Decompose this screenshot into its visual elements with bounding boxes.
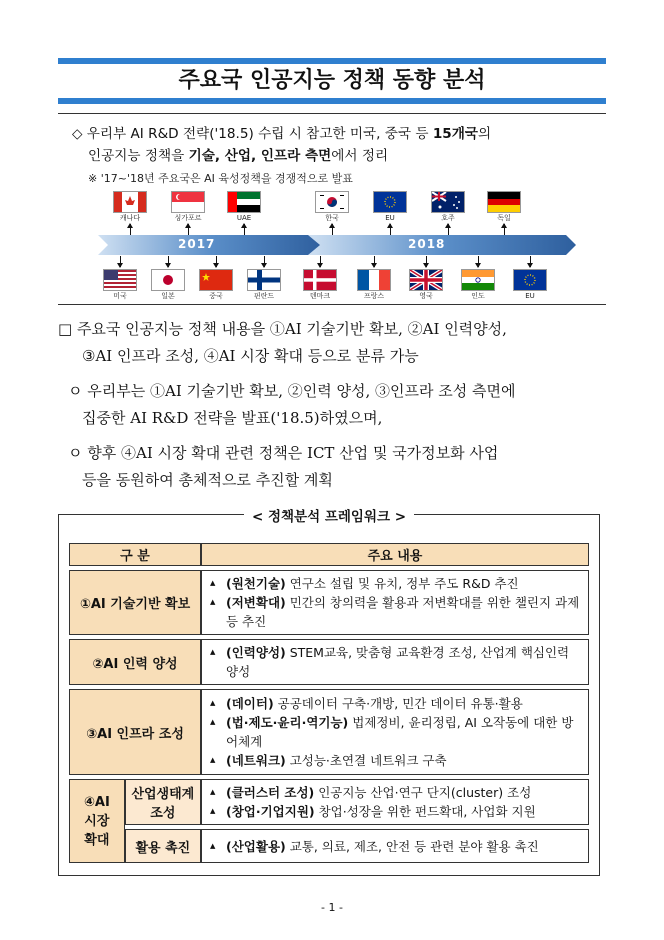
arrow-down bbox=[374, 256, 375, 267]
subcategory-utilization: 활용 촉진 bbox=[125, 829, 201, 863]
table-header-row bbox=[69, 543, 589, 566]
table-row bbox=[69, 639, 589, 685]
header-content: 주요 내용 bbox=[201, 543, 589, 566]
china-flag-icon bbox=[199, 269, 233, 291]
timeline-bar bbox=[98, 235, 576, 255]
flag-germany: 독일 bbox=[478, 191, 530, 223]
japan-flag-icon bbox=[151, 269, 185, 291]
eu-flag-icon bbox=[513, 269, 547, 291]
arrow-down bbox=[216, 256, 217, 267]
title-band bbox=[58, 58, 606, 104]
title-bottom-rule bbox=[58, 98, 606, 104]
flag-uk: 영국 bbox=[400, 269, 452, 301]
list-item: ▲ (법·제도·윤리·역기능) 법제정비, 윤리정립, AI 오작동에 대한 방어체계 bbox=[208, 713, 582, 751]
flag-australia: 호주 bbox=[422, 191, 474, 223]
germany-flag-icon bbox=[487, 191, 521, 213]
france-flag-icon bbox=[357, 269, 391, 291]
body-line-4: 집중한 AI R&D 전략을 발표('18.5)하였으며, bbox=[82, 409, 383, 427]
body-line-1: □ 주요국 인공지능 정책 내용을 ①AI 기술기반 확보, ②AI 인력양성, bbox=[58, 320, 507, 338]
arrow-up bbox=[390, 224, 391, 235]
table-row bbox=[69, 779, 589, 825]
framework-table bbox=[69, 539, 589, 867]
framework-box bbox=[58, 509, 600, 876]
uae-flag-icon bbox=[227, 191, 261, 213]
flag-france: 프랑스 bbox=[348, 269, 400, 301]
table-row bbox=[69, 829, 589, 863]
arrow-up bbox=[504, 224, 505, 235]
flag-korea: 한국 bbox=[306, 191, 358, 223]
arrow-down bbox=[320, 256, 321, 267]
flag-india: 인도 bbox=[452, 269, 504, 301]
page-number: - 1 - bbox=[321, 901, 343, 914]
flag-finland: 핀란드 bbox=[238, 269, 290, 301]
list-item: ▲ (창업·기업지원) 창업·성장을 위한 펀드확대, 사업화 지원 bbox=[208, 802, 582, 821]
list-item: ▲ (산업활용) 교통, 의료, 제조, 안전 등 관련 분야 활용 촉진 bbox=[208, 837, 582, 856]
summary-box bbox=[58, 113, 606, 305]
flag-eu-bottom: EU bbox=[504, 269, 556, 301]
framework-title: < 정책분석 프레임워크 > bbox=[59, 505, 599, 525]
category-infra: ③AI 인프라 조성 bbox=[69, 689, 201, 775]
list-item: ▲ (인력양성) STEM교육, 맞춤형 교육환경 조성, 산업계 핵심인력 양성 bbox=[208, 643, 582, 681]
singapore-flag-icon bbox=[171, 191, 205, 213]
arrow-up bbox=[130, 224, 131, 235]
summary-line-2: 인공지능 정책을 기술, 산업, 인프라 측면에서 정리 bbox=[88, 148, 389, 164]
arrow-down bbox=[120, 256, 121, 267]
page-title: 주요국 인공지능 정책 동향 분석 bbox=[178, 68, 486, 93]
canada-flag-icon bbox=[113, 191, 147, 213]
category-market: ④AI 시장 확대 bbox=[69, 779, 125, 863]
list-item: ▲ (저변확대) 민간의 창의력을 활용과 저변확대를 위한 챌린지 과제 등 추진 bbox=[208, 593, 582, 631]
arrow-up bbox=[332, 224, 333, 235]
body-line-2: ③AI 인프라 조성, ④AI 시장 확대 등으로 분류 가능 bbox=[82, 347, 419, 365]
body-line-6: 등을 동원하여 총체적으로 추진할 계획 bbox=[82, 471, 333, 489]
summary-line-1: ◇ 우리부 AI R&D 전략('18.5) 수립 시 참고한 미국, 중국 등 15개국의 bbox=[72, 126, 492, 142]
summary-note: ※ '17~'18년 주요국은 AI 육성정책을 경쟁적으로 발표 bbox=[88, 172, 353, 185]
flag-usa: 미국 bbox=[94, 269, 146, 301]
usa-flag-icon bbox=[103, 269, 137, 291]
body-line-5: ㅇ 향후 ④AI 시장 확대 관련 정책은 ICT 산업 및 국가정보화 사업 bbox=[68, 444, 499, 462]
table-row bbox=[69, 570, 589, 635]
india-flag-icon bbox=[461, 269, 495, 291]
denmark-flag-icon bbox=[303, 269, 337, 291]
category-talent: ②AI 인력 양성 bbox=[69, 639, 201, 685]
flag-denmark: 덴마크 bbox=[294, 269, 346, 301]
year-2017: 2017 bbox=[178, 237, 216, 251]
flag-canada: 캐나다 bbox=[104, 191, 156, 223]
table-row bbox=[69, 689, 589, 775]
arrow-down bbox=[426, 256, 427, 267]
arrow-down bbox=[168, 256, 169, 267]
list-item: ▲ (네트워크) 고성능·초연결 네트워크 구축 bbox=[208, 751, 582, 770]
list-item: ▲ (원천기술) 연구소 설립 및 유치, 정부 주도 R&D 추진 bbox=[208, 574, 582, 593]
arrow-up bbox=[448, 224, 449, 235]
arrow-up bbox=[244, 224, 245, 235]
uk-flag-icon bbox=[409, 269, 443, 291]
flag-singapore: 싱가포르 bbox=[162, 191, 214, 223]
korea-flag-icon bbox=[315, 191, 349, 213]
flag-eu-top: EU bbox=[364, 191, 416, 223]
arrow-down bbox=[264, 256, 265, 267]
finland-flag-icon bbox=[247, 269, 281, 291]
subcategory-ecosystem: 산업생태계 조성 bbox=[125, 779, 201, 825]
header-category: 구 분 bbox=[69, 543, 201, 566]
content-infra bbox=[201, 689, 589, 775]
arrow-down bbox=[478, 256, 479, 267]
list-item: ▲ (클러스터 조성) 인공지능 산업·연구 단지(cluster) 조성 bbox=[208, 783, 582, 802]
arrow-up bbox=[188, 224, 189, 235]
content-tech-base bbox=[201, 570, 589, 635]
body-line-3: ㅇ 우리부는 ①AI 기술기반 확보, ②인력 양성, ③인프라 조성 측면에 bbox=[68, 382, 516, 400]
flag-uae: UAE bbox=[218, 191, 270, 223]
flag-china: 중국 bbox=[190, 269, 242, 301]
content-ecosystem bbox=[201, 779, 589, 825]
flag-japan: 일본 bbox=[142, 269, 194, 301]
eu-flag-icon bbox=[373, 191, 407, 213]
year-2018: 2018 bbox=[408, 237, 446, 251]
australia-flag-icon bbox=[431, 191, 465, 213]
list-item: ▲ (데이터) 공공데이터 구축·개방, 민간 데이터 유통·활용 bbox=[208, 694, 582, 713]
content-talent bbox=[201, 639, 589, 685]
content-utilization bbox=[201, 829, 589, 863]
arrow-down bbox=[530, 256, 531, 267]
category-tech-base: ①AI 기술기반 확보 bbox=[69, 570, 201, 635]
